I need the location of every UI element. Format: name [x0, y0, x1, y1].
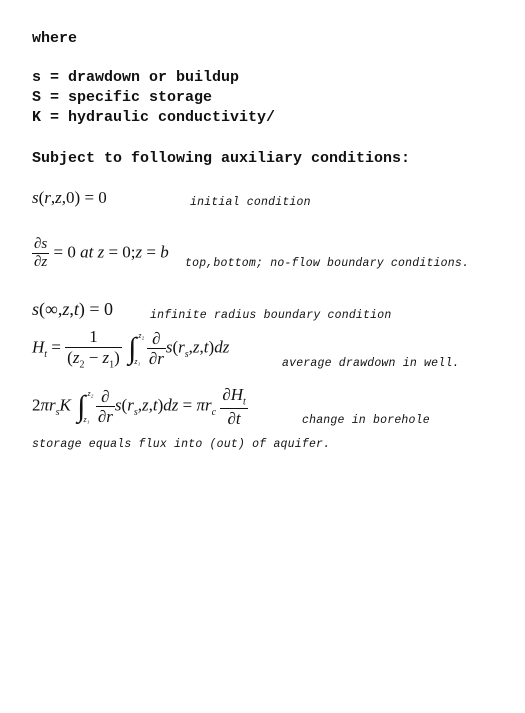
infinite-radius-note: infinite radius boundary condition [150, 309, 392, 322]
where-label: where [32, 30, 78, 47]
no-flow-note: top,bottom; no-flow boundary conditions. [185, 257, 470, 270]
borehole-storage-note-continuation: storage equals flux into (out) of aquifer. [32, 438, 331, 451]
average-drawdown-note: average drawdown in well. [282, 357, 460, 370]
initial-condition-equation: s(r,z,0) = 0 [32, 188, 107, 207]
borehole-storage-equation: $2\pi r_sK$ ∫ z₂ z₁ $\frac{\partial}{\partial r}$ $s(r_s,z,t)dz = \pi r_c$ $\frac{\partial H_t}{\partial t}$ [32, 385, 246, 428]
subject-heading: Subject to following auxiliary conditions: [32, 150, 411, 167]
definition-hydraulic-conductivity: K = hydraulic conductivity/ [32, 109, 276, 126]
no-flow-equation: $\frac{\partial s}{\partial z}$ = 0 at z = 0;z = b [34, 236, 169, 271]
initial-condition-note: initial condition [190, 196, 311, 209]
definition-specific-storage: S = specific storage [32, 89, 213, 106]
infinite-radius-equation: s(∞,z,t) = 0 [32, 299, 114, 319]
definition-drawdown: s = drawdown or buildup [32, 69, 240, 86]
borehole-storage-note: change in borehole [302, 414, 430, 427]
average-drawdown-equation: $H_t$ = $\frac{1}{(z_2 - z_1)}$ ∫ z₂ z₁ $\frac{\partial}{\partial r}$ $s(r_s,z,t)dz$ [32, 327, 230, 370]
